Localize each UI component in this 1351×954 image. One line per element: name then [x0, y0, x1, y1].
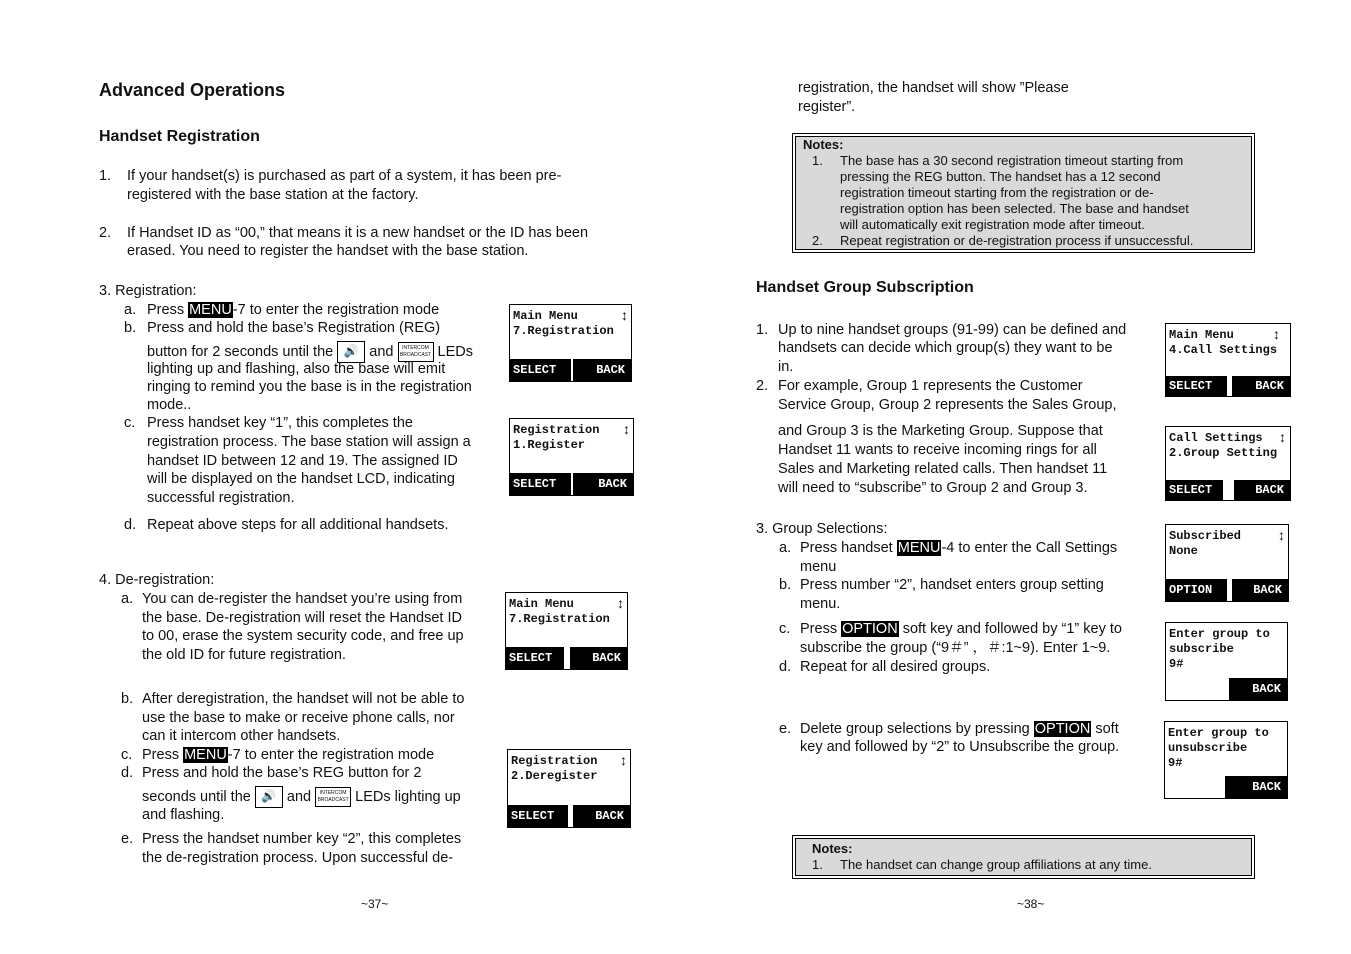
softkey-back: BACK [1232, 579, 1288, 601]
list-number: 2. [99, 225, 112, 241]
softkey-back: BACK [1232, 376, 1290, 396]
paragraph-line: Press the handset number key “2”, this completes [142, 831, 462, 847]
scroll-arrows-icon: ↕ [1278, 527, 1285, 543]
list-letter: e. [121, 831, 134, 847]
paragraph-line: button for 2 seconds until the 🔊 and INTERCOM BROADCAST LEDs [147, 341, 473, 363]
paragraph-line: Press OPTION soft key and followed by “1” key to [800, 621, 1122, 637]
option-key: OPTION [842, 621, 898, 637]
paragraph-line: registered with the base station at the factory. [127, 187, 419, 203]
paragraph-line: register”. [798, 99, 856, 115]
note-line: The handset can change group affiliations at any time. [840, 857, 1152, 872]
list-number: 2. [756, 378, 769, 394]
softkey-back: BACK [573, 473, 633, 495]
scroll-arrows-icon: ↕ [1273, 326, 1280, 342]
list-letter: d. [779, 659, 792, 675]
lcd-line: Main Menu [513, 309, 578, 323]
paragraph-line: will be displayed on the handset LCD, indicating [147, 471, 455, 487]
paragraph-line: Press and hold the base’s Registration (REG) [147, 320, 441, 336]
menu-key: MENU [897, 540, 941, 556]
list-letter: b. [121, 691, 134, 707]
paragraph-line: registration process. The base station will assign a [147, 434, 471, 450]
lcd-line: subscribe [1169, 642, 1234, 656]
note-line: pressing the REG button. The handset has a 12 second [840, 169, 1161, 184]
list-letter: d. [124, 517, 137, 533]
paragraph-line: Up to nine handset groups (91-99) can be defined and [778, 322, 1127, 338]
paragraph-line: Handset 11 wants to receive incoming rings for all [778, 442, 1097, 458]
list-heading: 3. Registration: [99, 283, 197, 299]
lcd-screen-enter-group-unsubscribe [1164, 721, 1288, 799]
list-number: 1. [756, 322, 769, 338]
list-number: 2. [812, 233, 823, 248]
paragraph-line: menu. [800, 596, 841, 612]
note-line: The base has a 30 second registration timeout starting from [840, 153, 1184, 168]
lcd-line: 9# [1169, 657, 1184, 671]
paragraph-line: mode.. [147, 397, 192, 413]
paragraph-line: Service Group, Group 2 represents the Sales Group, [778, 397, 1117, 413]
softkey-back: BACK [573, 359, 631, 381]
paragraph-line: and flashing. [142, 807, 225, 823]
paragraph-line: Press and hold the base’s REG button for 2 [142, 765, 422, 781]
paragraph-line: ringing to remind you the base is in the registration [147, 379, 472, 395]
paragraph-line: registration, the handset will show ”Please [798, 80, 1069, 96]
intercom-broadcast-icon: INTERCOM BROADCAST [398, 342, 434, 362]
lcd-line: Subscribed [1169, 529, 1242, 543]
softkey-back: BACK [1234, 480, 1290, 500]
list-number: 1. [99, 168, 112, 184]
paragraph-line: Repeat above steps for all additional handsets. [147, 517, 449, 533]
list-heading: 3. Group Selections: [756, 521, 888, 537]
paragraph-line: handsets can decide which group(s) they want to be [778, 340, 1113, 356]
lcd-screen-call-settings [1165, 426, 1291, 501]
list-letter: d. [121, 765, 134, 781]
paragraph-line: Delete group selections by pressing OPTION soft [800, 721, 1119, 737]
paragraph-line: For example, Group 1 represents the Customer [778, 378, 1083, 394]
lcd-line: Registration [513, 423, 600, 437]
softkey-select: SELECT [506, 647, 564, 669]
lcd-line: Registration [511, 754, 598, 768]
paragraph-line: can it intercom other handsets. [142, 728, 341, 744]
softkey-select: SELECT [510, 473, 571, 495]
list-letter: b. [779, 577, 792, 593]
paragraph-line: If your handset(s) is purchased as part of a system, it has been pre- [127, 168, 562, 184]
paragraph-line: subscribe the group (“9＃” ，＃:1~9). Enter 1~9. [800, 640, 1111, 656]
notes-box [795, 838, 1252, 876]
speaker-icon: 🔊 [255, 786, 283, 808]
lcd-line: 2.Deregister [511, 769, 598, 783]
paragraph-line: erased. You need to register the handset with the base station. [127, 243, 529, 259]
notes-title: Notes: [812, 841, 853, 856]
page-title: Advanced Operations [99, 80, 286, 100]
lcd-screen-main-menu [509, 304, 632, 382]
lcd-screen-main-menu [1165, 323, 1291, 397]
lcd-line: 1.Register [513, 438, 586, 452]
lcd-line: 4.Call Settings [1169, 343, 1278, 357]
note-line: registration timeout starting from the registration or de- [840, 185, 1154, 200]
paragraph-line: in. [778, 359, 794, 375]
paragraph-line: You can de-register the handset you’re using from [142, 591, 463, 607]
paragraph-line: lighting up and flashing, also the base will emit [147, 361, 446, 377]
scroll-arrows-icon: ↕ [1279, 429, 1286, 445]
list-letter: c. [124, 415, 136, 431]
paragraph-line: successful registration. [147, 490, 295, 506]
paragraph-line: Press handset MENU-4 to enter the Call Settings [800, 540, 1118, 556]
list-letter: b. [124, 320, 137, 336]
scroll-arrows-icon: ↕ [623, 421, 630, 437]
paragraph-line: Press MENU-7 to enter the registration mode [142, 747, 435, 763]
intercom-broadcast-icon: INTERCOM BROADCAST [315, 787, 351, 807]
section-heading-group-subscription: Handset Group Subscription [756, 279, 974, 296]
paragraph-line: the old ID for future registration. [142, 647, 346, 663]
softkey-back: BACK [570, 647, 627, 669]
paragraph-line: and Group 3 is the Marketing Group. Suppose that [778, 423, 1103, 439]
lcd-line: None [1169, 544, 1198, 558]
list-number: 1. [812, 153, 823, 168]
softkey-option: OPTION [1166, 579, 1227, 601]
paragraph-line: Press number “2”, handset enters group setting [800, 577, 1104, 593]
lcd-line: unsubscribe [1168, 741, 1248, 755]
paragraph-line: the base. De-registration will reset the Handset ID [142, 610, 462, 626]
lcd-line: Enter group to [1169, 627, 1270, 641]
paragraph-line: handset ID between 12 and 19. The assigned ID [147, 453, 458, 469]
list-heading: 4. De-registration: [99, 572, 215, 588]
note-line: will automatically exit registration mode after timeout. [840, 217, 1145, 232]
lcd-screen-main-menu [505, 592, 628, 670]
lcd-line: 2.Group Setting [1169, 446, 1278, 460]
list-letter: c. [121, 747, 133, 763]
lcd-screen-enter-group-subscribe [1165, 622, 1288, 701]
softkey-select: SELECT [508, 805, 568, 827]
softkey-back: BACK [1225, 776, 1287, 798]
paragraph-line: If Handset ID as “00,” that means it is a new handset or the ID has been [127, 225, 589, 241]
note-line: Repeat registration or de-registration process if unsuccessful. [840, 233, 1194, 248]
paragraph-line: will need to “subscribe” to Group 2 and Group 3. [778, 480, 1088, 496]
note-line: registration option has been selected. The base and handset [840, 201, 1189, 216]
page-number: ~38~ [1017, 897, 1045, 911]
paragraph-line: Press MENU-7 to enter the registration mode [147, 302, 440, 318]
paragraph-line: Sales and Marketing related calls. Then handset 11 [778, 461, 1108, 477]
speaker-icon: 🔊 [337, 341, 365, 363]
paragraph-line: After deregistration, the handset will not be able to [142, 691, 465, 707]
paragraph-line: the de-registration process. Upon successful de- [142, 850, 454, 866]
lcd-line: Main Menu [509, 597, 574, 611]
softkey-back: BACK [573, 805, 630, 827]
list-letter: c. [779, 621, 791, 637]
lcd-line: 7.Registration [509, 612, 610, 626]
lcd-screen-subscribed [1165, 524, 1289, 602]
lcd-line: 7.Registration [513, 324, 614, 338]
softkey-select: SELECT [1166, 376, 1227, 396]
section-heading-registration: Handset Registration [99, 128, 260, 145]
scroll-arrows-icon: ↕ [617, 595, 624, 611]
list-letter: a. [779, 540, 792, 556]
lcd-screen-deregister [507, 749, 631, 828]
menu-key: MENU [189, 302, 232, 318]
lcd-line: Call Settings [1169, 431, 1263, 445]
option-key: OPTION [1034, 721, 1091, 737]
paragraph-line: Repeat for all desired groups. [800, 659, 991, 675]
list-letter: e. [779, 721, 792, 737]
paragraph-line: key and followed by “2” to Unsubscribe the group. [800, 739, 1120, 755]
paragraph-line: to 00, erase the system security code, and free up [142, 628, 464, 644]
softkey-back: BACK [1229, 678, 1287, 700]
paragraph-line: menu [800, 559, 837, 575]
notes-box [795, 136, 1252, 250]
paragraph-line: seconds until the 🔊 and INTERCOM BROADCAST LEDs lighting up [142, 786, 461, 808]
list-letter: a. [121, 591, 134, 607]
lcd-line: 9# [1168, 756, 1183, 770]
paragraph-line: use the base to make or receive phone calls, nor [142, 710, 455, 726]
lcd-line: Main Menu [1169, 328, 1234, 342]
softkey-select: SELECT [510, 359, 571, 381]
page-number: ~37~ [361, 897, 389, 911]
softkey-select: SELECT [1166, 480, 1223, 500]
lcd-screen-registration [509, 418, 634, 496]
scroll-arrows-icon: ↕ [621, 307, 628, 323]
notes-title: Notes: [803, 137, 844, 152]
lcd-line: Enter group to [1168, 726, 1269, 740]
list-number: 1. [812, 857, 823, 872]
list-letter: a. [124, 302, 137, 318]
menu-key: MENU [184, 747, 227, 763]
paragraph-line: Press handset key “1”, this completes the [147, 415, 413, 431]
scroll-arrows-icon: ↕ [620, 752, 627, 768]
